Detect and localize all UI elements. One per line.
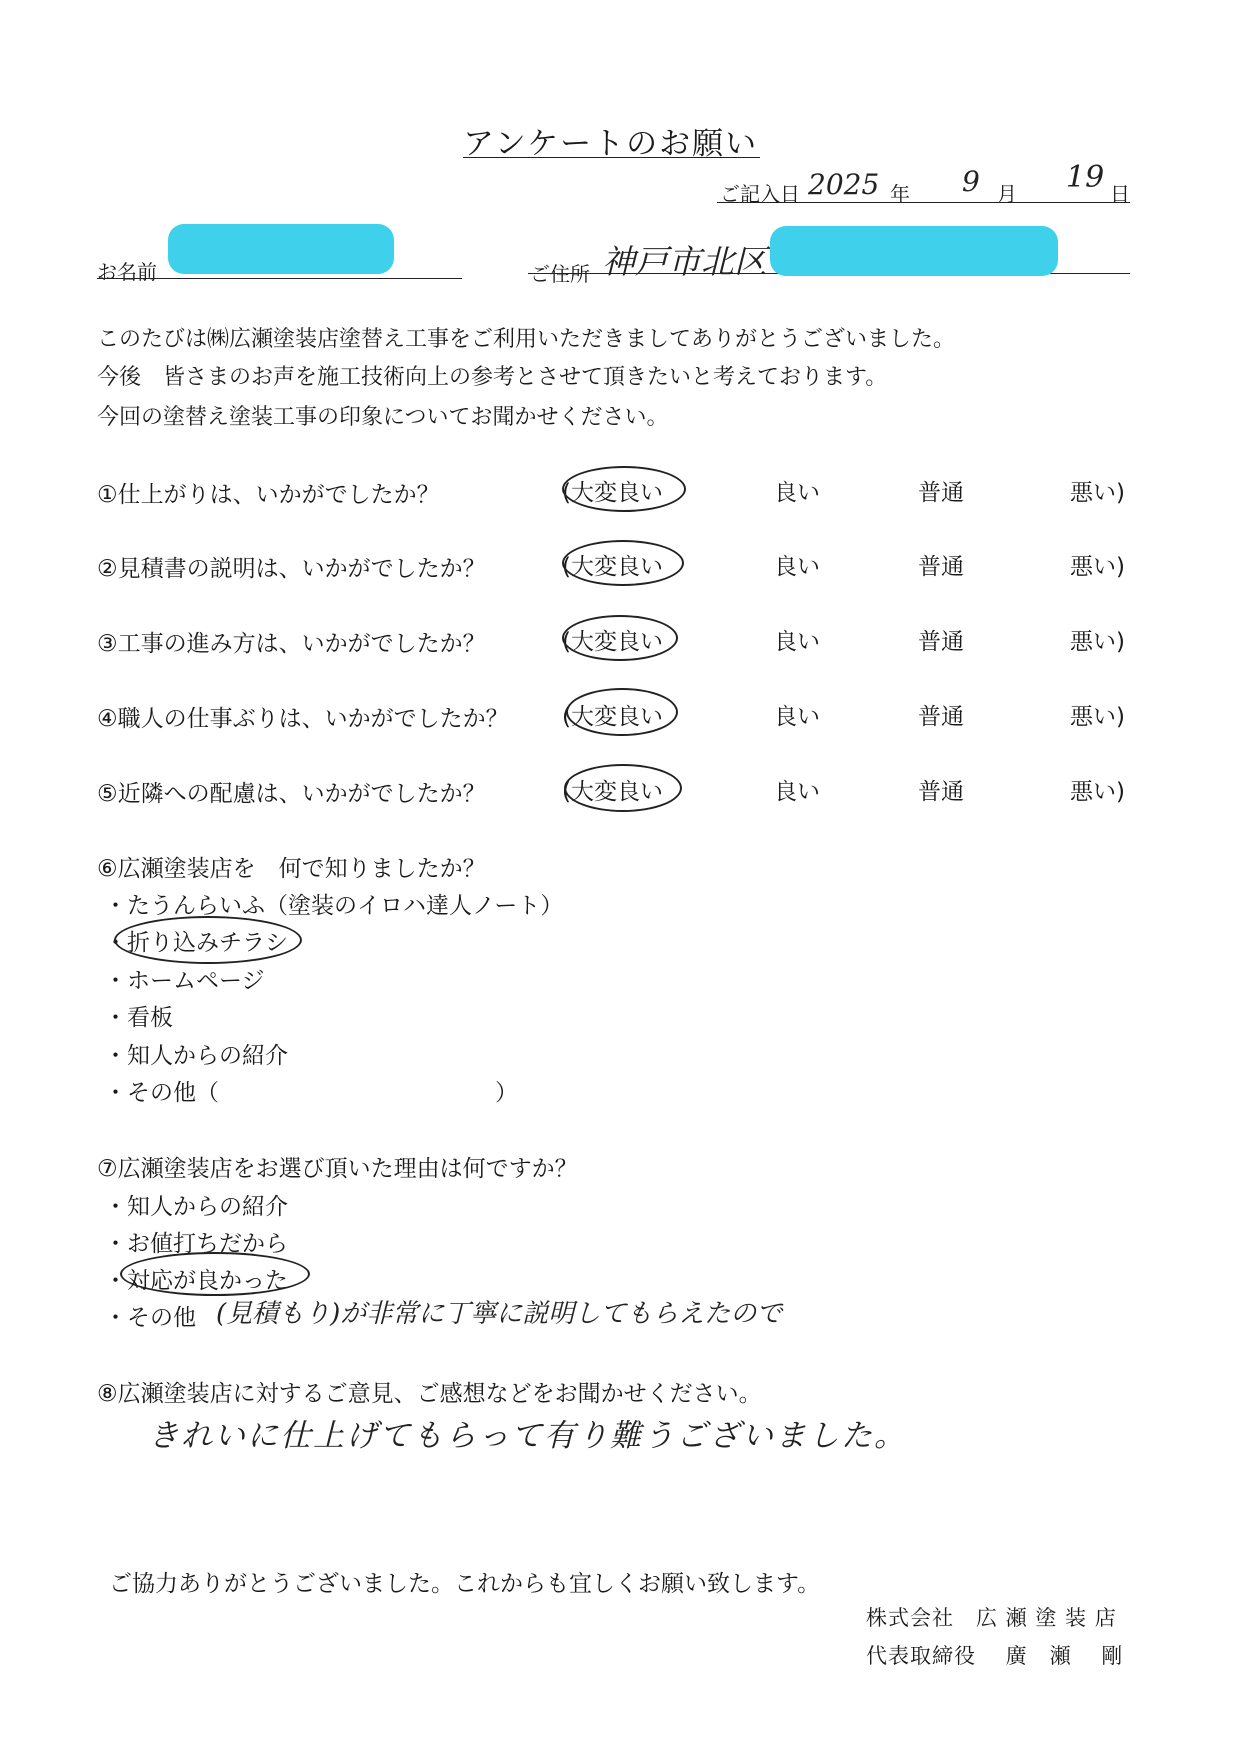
q7-item: ・知人からの紹介 (104, 1194, 288, 1220)
date-label: ご記入日 (720, 182, 800, 206)
q7-item: ・その他 (104, 1305, 196, 1331)
option-good: 良い (774, 554, 820, 580)
question-5: ⑤近隣への配慮は、いかがでしたか？ (97, 781, 486, 807)
option-very-good: (大変良い (562, 779, 663, 805)
name-label: お名前 (97, 260, 157, 284)
q7-other-handwritten: (見積もり)が非常に丁寧に説明してもらえたので (216, 1299, 783, 1329)
option-good: 良い (774, 480, 820, 506)
question-7: ⑦広瀬塗装店をお選び頂いた理由は何ですか？ (97, 1156, 578, 1182)
date-day-unit: 日 (1110, 182, 1130, 206)
option-very-good: (大変良い (562, 629, 663, 655)
date-year-unit: 年 (890, 182, 910, 206)
name-underline (97, 278, 462, 279)
date-month: 9 (962, 165, 980, 198)
selection-circle (564, 764, 682, 812)
intro-line: 今回の塗替え塗装工事の印象についてお聞かせください。 (97, 405, 669, 430)
question-6: ⑥広瀬塗装店を 何で知りましたか？ (97, 856, 486, 882)
selection-circle (120, 1252, 310, 1296)
q6-item: ・折り込みチラシ (104, 930, 288, 956)
title-underline (463, 157, 760, 158)
option-normal: 普通 (918, 704, 964, 730)
option-normal: 普通 (918, 629, 964, 655)
q6-item: ・知人からの紹介 (104, 1043, 288, 1069)
option-good: 良い (774, 779, 820, 805)
name-redaction (168, 224, 394, 274)
date-month-unit: 月 (997, 182, 1017, 206)
option-very-good: (大変良い (562, 704, 663, 730)
option-good: 良い (774, 704, 820, 730)
address-label: ご住所 (530, 262, 590, 286)
option-bad: 悪い) (1070, 779, 1125, 805)
q6-item: ・看板 (104, 1005, 173, 1031)
option-good: 良い (774, 629, 820, 655)
date-day: 19 (1066, 160, 1105, 195)
option-normal: 普通 (918, 480, 964, 506)
selection-circle (562, 466, 686, 512)
address-handwritten: 神戸市北区 (602, 242, 767, 281)
option-normal: 普通 (918, 554, 964, 580)
option-bad: 悪い) (1070, 704, 1125, 730)
option-very-good: (大変良い (562, 480, 663, 506)
option-bad: 悪い) (1070, 480, 1125, 506)
option-normal: 普通 (918, 779, 964, 805)
date-year: 2025 (808, 168, 880, 201)
selection-circle (114, 916, 302, 964)
option-bad: 悪い) (1070, 629, 1125, 655)
intro-line: 今後 皆さまのお声を施工技術向上の参考とさせて頂きたいと考えております。 (97, 365, 888, 390)
q8-answer-handwritten: きれいに仕上げてもらって有り難うございました。 (148, 1418, 907, 1454)
question-8: ⑧広瀬塗装店に対するご意見、ご感想などをお聞かせください。 (97, 1381, 762, 1407)
q7-item: ・対応が良かった (104, 1268, 288, 1294)
page-title: アンケートのお願い (463, 126, 759, 162)
q6-item: ・ホームページ (104, 968, 265, 994)
representative: 代表取締役 廣 瀬 剛 (866, 1644, 1124, 1668)
company-name: 株式会社 広 瀬 塗 装 店 (866, 1606, 1117, 1630)
closing-message: ご協力ありがとうございました。これからも宜しくお願い致します。 (109, 1571, 821, 1597)
question-1: ①仕上がりは、いかがでしたか？ (97, 482, 440, 508)
question-4: ④職人の仕事ぶりは、いかがでしたか？ (97, 706, 509, 732)
address-redaction (770, 226, 1058, 276)
question-3: ③工事の進み方は、いかがでしたか？ (97, 631, 486, 657)
selection-circle (562, 615, 678, 661)
q6-item: ・その他（ ） (104, 1080, 518, 1106)
q7-item: ・お値打ちだから (104, 1231, 288, 1257)
question-2: ②見積書の説明は、いかがでしたか？ (97, 556, 486, 582)
date-underline (717, 202, 1130, 203)
q6-item: ・たうんらいふ（塗装のイロハ達人ノート） (104, 893, 564, 919)
option-very-good: (大変良い (562, 554, 663, 580)
selection-circle (566, 688, 678, 736)
intro-line: このたびは㈱広瀬塗装店塗替え工事をご利用いただきましてありがとうございました。 (97, 327, 956, 352)
selection-circle (562, 540, 684, 586)
option-bad: 悪い) (1070, 554, 1125, 580)
